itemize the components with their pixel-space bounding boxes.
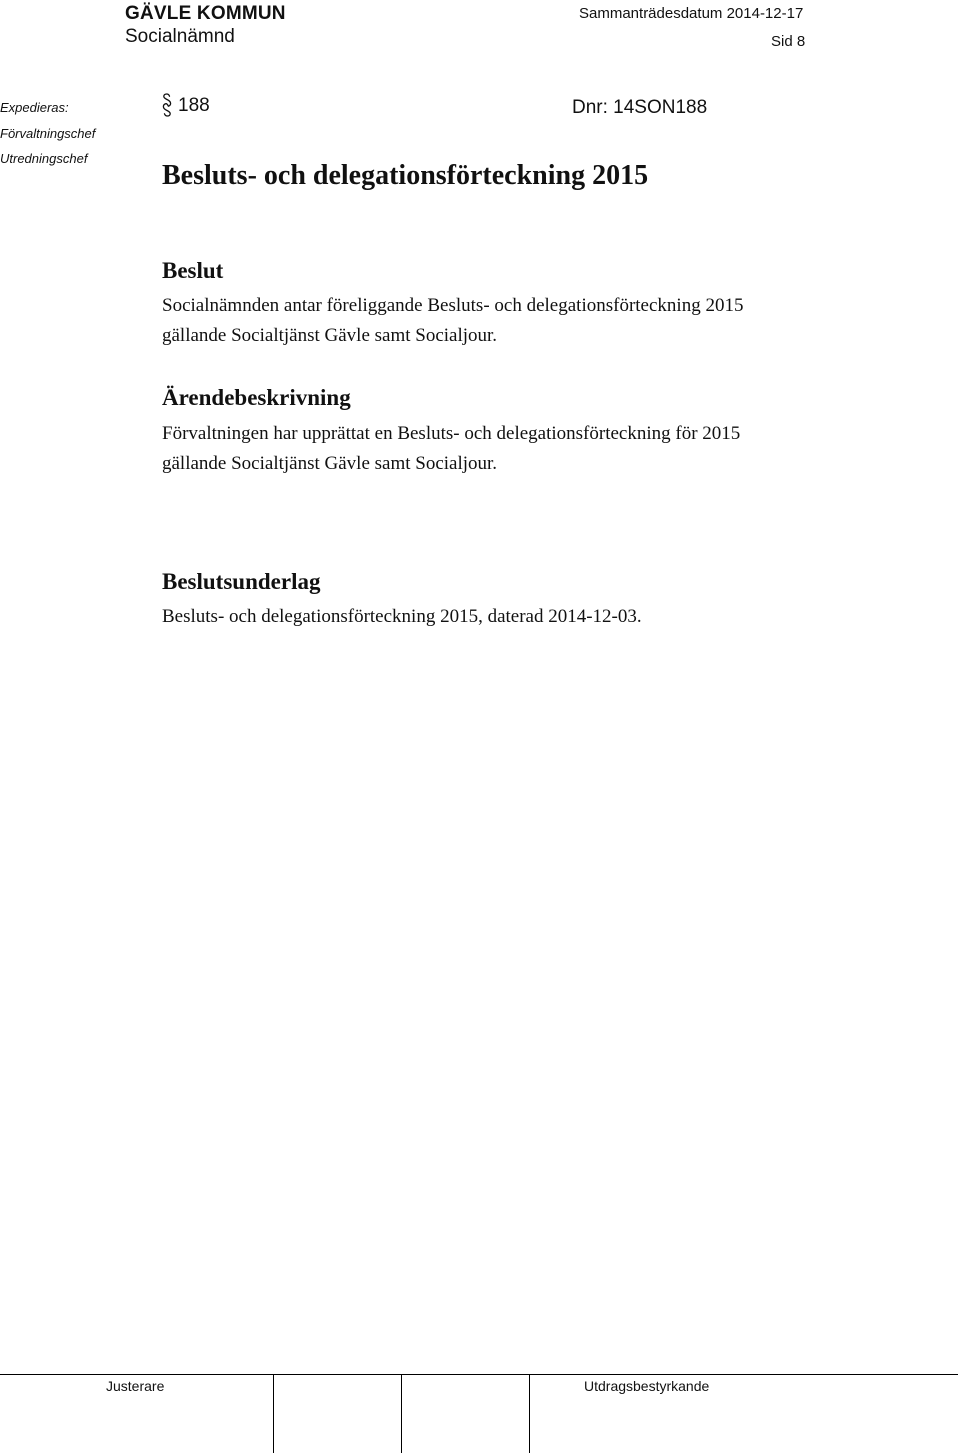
footer-divider	[273, 1374, 274, 1453]
document-title: Besluts- och delegationsförteckning 2015	[162, 160, 649, 191]
section-heading-arendebeskrivning: Ärendebeskrivning	[162, 385, 351, 410]
diary-number: Dnr: 14SON188	[572, 97, 708, 118]
organization-name: GÄVLE KOMMUN	[125, 3, 286, 24]
paragraph-number: 188	[178, 95, 210, 116]
section-heading-beslutsunderlag: Beslutsunderlag	[162, 569, 321, 594]
expedieras-recipient: Utredningschef	[0, 151, 88, 166]
section-text-beslut: Socialnämnden antar föreliggande Besluts- och delegationsförteckning 2015 gällande Socialtjänst Gävle samt Socialjour.	[162, 295, 744, 346]
section-heading-beslut: Beslut	[162, 258, 224, 283]
expedieras-label: Expedieras:	[0, 100, 69, 115]
footer-divider	[401, 1374, 402, 1453]
footer-divider	[529, 1374, 530, 1453]
section-text-beslutsunderlag: Besluts- och delegationsförteckning 2015, daterad 2014-12-03.	[162, 606, 642, 627]
footer-rule	[0, 1374, 958, 1375]
section-text-arendebeskrivning: Förvaltningen har upprättat en Besluts- och delegationsförteckning för 2015 gällande Socialtjänst Gävle samt Socialjour.	[162, 423, 741, 474]
footer-justerare-label: Justerare	[106, 1378, 165, 1394]
board-name: Socialnämnd	[125, 26, 235, 47]
footer-utdragsbestyrkande-label: Utdragsbestyrkande	[584, 1378, 710, 1394]
section-sign-icon	[162, 93, 172, 117]
meeting-date: Sammanträdesdatum 2014-12-17	[579, 5, 804, 22]
expedieras-recipient: Förvaltningschef	[0, 126, 96, 141]
page-number: Sid 8	[771, 33, 806, 50]
